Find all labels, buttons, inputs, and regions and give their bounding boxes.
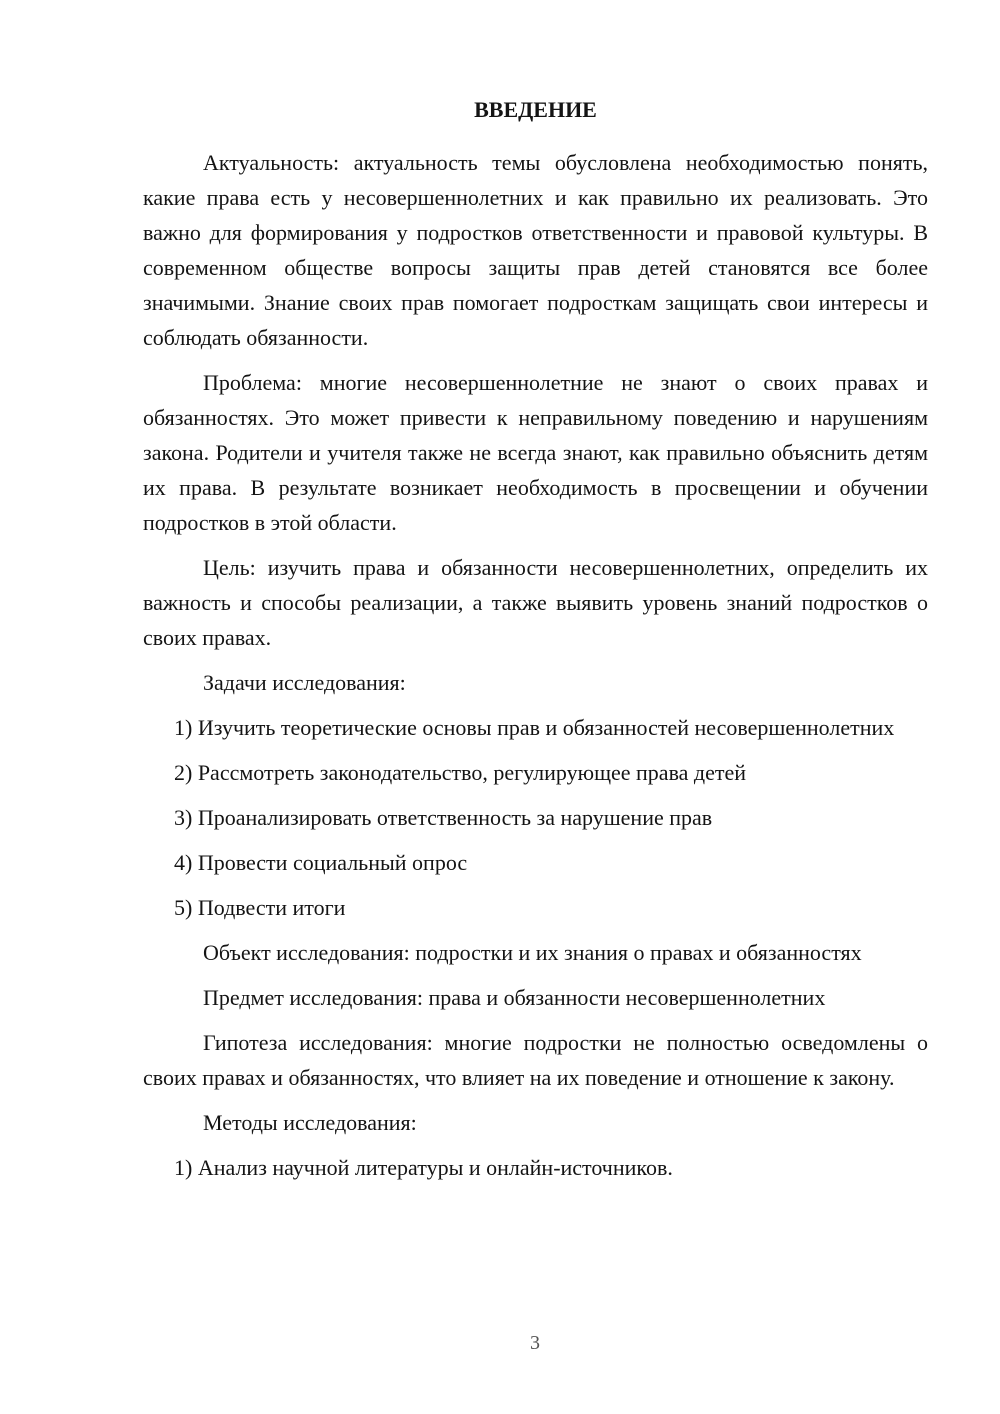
tasks-heading: Задачи исследования: bbox=[203, 670, 406, 695]
list-item: 3) Проанализировать ответственность за нарушение прав bbox=[174, 805, 713, 830]
hypothesis-paragraph: Гипотеза исследования: многие подростки не полностью осведомлены о своих правах и обязанностях, что влияет на их поведение и отношение к закону. bbox=[143, 1030, 928, 1090]
list-item: 2) Рассмотреть законодательство, регулирующее права детей bbox=[174, 760, 747, 785]
list-item: 4) Провести социальный опрос bbox=[174, 850, 468, 875]
tasks-list bbox=[143, 710, 928, 925]
list-item: 5) Подвести итоги bbox=[174, 895, 346, 920]
list-item: 1) Изучить теоретические основы прав и обязанностей несовершеннолетних bbox=[174, 715, 895, 740]
object-paragraph: Объект исследования: подростки и их знания о правах и обязанностях bbox=[203, 940, 862, 965]
section-title: ВВЕДЕНИЕ bbox=[474, 97, 597, 122]
list-item: 1) Анализ научной литературы и онлайн-источников. bbox=[174, 1155, 673, 1180]
relevance-paragraph: Актуальность: актуальность темы обусловлена необходимостью понять, какие права есть у несовершеннолетних и как правильно их реализовать. Это важно для формирования у подростков ответственности и правовой культуры. В современном обществе вопросы защиты прав детей становятся все более значимыми. Знание своих прав помогает подросткам защищать свои интересы и соблюдать обязанности. bbox=[143, 150, 928, 350]
goal-paragraph: Цель: изучить права и обязанности несовершеннолетних, определить их важность и способы реализации, а также выявить уровень знаний подростков о своих правах. bbox=[143, 555, 928, 650]
methods-list bbox=[143, 1150, 928, 1185]
problem-paragraph: Проблема: многие несовершеннолетние не знают о своих правах и обязанностях. Это может привести к неправильному поведению и нарушениям закона. Родители и учителя также не всегда знают, как правильно объяснить детям их права. В результате возникает необходимость в просвещении и обучении подростков в этой области. bbox=[143, 370, 928, 535]
page-content bbox=[143, 92, 928, 1195]
page-number: 3 bbox=[530, 1332, 540, 1354]
methods-heading: Методы исследования: bbox=[203, 1110, 417, 1135]
subject-paragraph: Предмет исследования: права и обязанности несовершеннолетних bbox=[203, 985, 826, 1010]
